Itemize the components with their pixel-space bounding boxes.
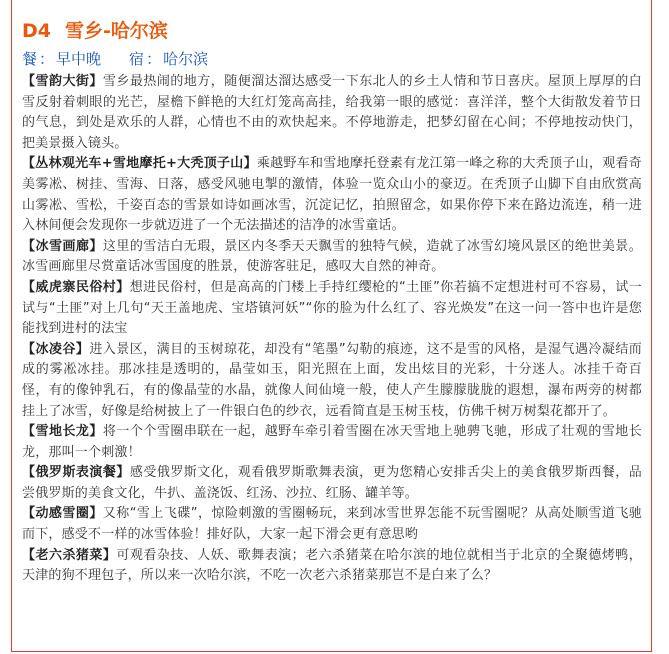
section-paragraph <box>22 504 642 545</box>
section-heading: 【丛林观光车+雪地摩托+大秃顶子山】 <box>22 156 257 172</box>
day-code: D4 <box>22 20 51 42</box>
section-text: 想进民俗村，但是高高的门楼上手持红缨枪的“土匪”你若搞不定想进村可不容易，试一试与“土匪”对上几句“天王盖地虎、宝塔镇河妖”“你的脸为什么红了、容光焕发”在这一问一答中也许是您能找到进村的法宝 <box>22 279 642 337</box>
section-heading: 【雪韵大街】 <box>22 74 103 89</box>
section-text: 进入景区，满目的玉树琼花，却没有“笔墨”勾勒的痕迹，这不是雪的风格，是湿气遇冷凝结而成的雾凇冰挂。那冰挂是透明的，晶莹如玉，阳光照在上面，发出炫目的光彩，十分迷人。冰挂千奇百怪，有的像钟乳石，有的像晶莹的水晶，就像人间仙境一般，使人产生朦朦胧胧的遐想，瀑布两旁的树都挂上了冰雪，好像是给树披上了一件银白色的纱衣，远看简直是玉树玉枝，仿佛千树万树梨花都开了。 <box>22 341 642 419</box>
lodging-label: 宿 <box>129 49 145 68</box>
section-heading: 【俄罗斯表演餐】 <box>22 465 130 481</box>
section-heading: 【冰凌谷】 <box>22 341 90 357</box>
section-heading: 【老六杀猪菜】 <box>22 547 117 563</box>
section-paragraph <box>22 340 642 422</box>
itinerary-body <box>22 72 642 587</box>
meals-label: 餐 <box>22 49 38 68</box>
itinerary-day-card <box>22 16 642 587</box>
section-text: 又称“雪上飞碟”，惊险刺激的雪圈畅玩，来到冰雪世界怎能不玩雪圈呢？从高处顺雪道飞驰而下，感受不一样的冰雪体验！排好队，大家一起下滑会更有意思哟 <box>22 506 643 543</box>
section-text: 可观看杂技、人妖、歌舞表演；老六杀猪菜在哈尔滨的地位就相当于北京的全聚德烤鸭，天津的狗不理包子，所以来一次哈尔滨，不吃一次老六杀猪菜那岂不是白来了么？ <box>22 547 642 584</box>
section-heading: 【动感雪圈】 <box>22 506 103 522</box>
meals-value: 早中晚 <box>56 49 102 68</box>
lodging-value: 哈尔滨 <box>163 49 209 68</box>
day-title: 雪乡-哈尔滨 <box>65 20 168 42</box>
section-heading: 【冰雪画廊】 <box>22 238 103 254</box>
section-text: 这里的雪洁白无瑕，景区内冬季天天飘雪的独特气候，造就了冰雪幻境风景区的绝世美景。冰雪画廊里尽赏童话冰雪国度的胜景，使游客驻足，感叹大自然的神奇。 <box>22 238 642 275</box>
section-paragraph <box>22 72 642 154</box>
section-paragraph <box>22 422 642 463</box>
section-text: 将一个个雪圈串联在一起，越野车牵引着雪圈在冰天雪地上驰骋飞驰，形成了壮观的雪地长龙，那叫一个刺激！ <box>22 424 642 460</box>
section-paragraph <box>22 154 642 236</box>
section-heading: 【雪地长龙】 <box>22 424 103 440</box>
section-text: 感受俄罗斯文化，观看俄罗斯歌舞表演，更为您精心安排舌尖上的美食俄罗斯西餐，品尝俄罗斯的美食文化，牛扒、盖浇饭、红汤、沙拉、红肠、罐羊等。 <box>22 465 642 501</box>
meta-row <box>22 46 642 70</box>
section-text: 乘越野车和雪地摩托登素有龙江第一峰之称的大秃顶子山，观看奇美雾凇、树挂、雪海、日落，感受风驰电掣的激情，体验一览众山小的豪迈。在秃顶子山脚下自由欣赏高山雾凇、雪松，千姿百态的雪景如诗如画冰雪，沉淀记忆，拍照留念，如果你停下来在路边流连，稍一进入林间便会发现你一步就迈进了一个无法描述的洁净的冰雪童话。 <box>22 156 642 234</box>
section-text: 雪乡最热闹的地方，随便溜达溜达感受一下东北人的乡土人情和节日喜庆。屋顶上厚厚的白雪反射着刺眼的光芒，屋檐下鲜艳的大红灯笼高高挂，给我第一眼的感觉：喜洋洋，整个大街散发着节日的气息，到处是欢乐的人群，心情也不由的欢快起来。不停地游走，把梦幻留在心间；不停地按动快门，把美景摄入镜头。 <box>22 74 642 151</box>
section-paragraph <box>22 546 642 587</box>
section-paragraph <box>22 237 642 278</box>
lodging-separator: ： <box>146 49 162 68</box>
meals-separator: ： <box>39 49 55 68</box>
section-heading: 【威虎寨民俗村】 <box>22 279 130 295</box>
section-paragraph <box>22 463 642 504</box>
day-header <box>22 16 642 46</box>
section-paragraph <box>22 278 642 340</box>
